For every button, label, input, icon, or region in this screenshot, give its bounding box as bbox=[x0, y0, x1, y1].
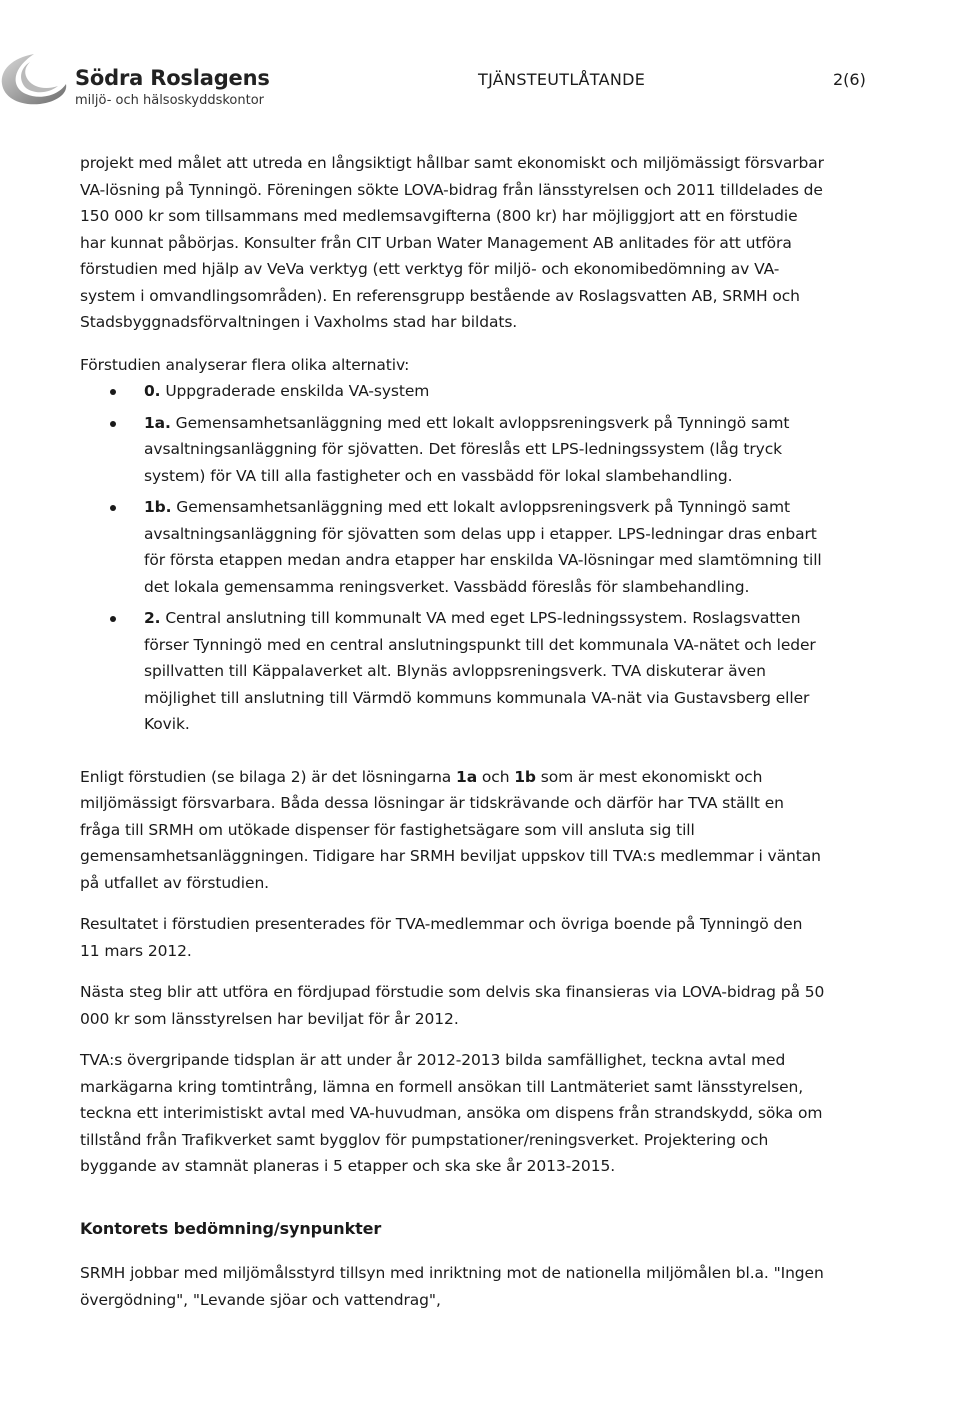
alternative-key: 0. bbox=[144, 382, 161, 400]
page-number: 2(6) bbox=[833, 70, 866, 89]
paragraph-conclusion bbox=[80, 764, 825, 897]
paragraph-assessment: SRMH jobbar med miljömålsstyrd tillsyn med inriktning mot de nationella miljömålen bl.a. "Ingen övergödning", "Levande sjöar och vattendrag", bbox=[80, 1264, 824, 1309]
alternative-key: 1a. bbox=[144, 413, 171, 432]
organization-name: Södra Roslagens bbox=[75, 66, 270, 90]
organization-logo bbox=[0, 52, 70, 108]
paragraph-timeline: TVA:s övergripande tidsplan är att under år 2012-2013 bilda samfällighet, teckna avtal med markägarna kring tomtintrång, lämna en formell ansökan till Lantmäteriet samt länsstyrelsen, teckna ett interimistiskt avtal med VA-huvudman, ansöka om dispens från strandskydd, söka om tillstånd från Trafikverket samt bygglov för pumpstationer/reningsverket. Projektering och byggande av stamnät planeras i 5 etapper och ska ske år 2013-2015. bbox=[80, 1051, 823, 1175]
document-body bbox=[80, 150, 825, 1328]
alternative-text: Uppgraderade enskilda VA-system bbox=[165, 382, 430, 400]
paragraph-next-step: Nästa steg blir att utföra en fördjupad förstudie som delvis ska finansieras via LOVA-bidrag på 50 000 kr som länsstyrelsen har beviljat för år 2012. bbox=[80, 983, 825, 1028]
list-item bbox=[80, 410, 825, 490]
organization-subtitle: miljö- och hälsoskyddskontor bbox=[75, 93, 264, 108]
alternative-text: Central anslutning till kommunalt VA med eget LPS-ledningssystem. Roslagsvatten förser Tynningö med en central anslutningspunkt till det kommunala VA-nätet och leder spillvatten till Käppalaverket alt. Blynäs avloppsreningsverk. TVA diskuterar även möjlighet till anslutning till Värmdö kommuns kommunala VA-nät via Gustavsberg eller Kovik. bbox=[144, 609, 816, 733]
list-item bbox=[80, 378, 825, 405]
alternative-key: 2. bbox=[144, 609, 161, 627]
alternatives-list bbox=[80, 378, 825, 738]
paragraph-project: projekt med målet att utreda en långsiktigt hållbar samt ekonomiskt och miljömässigt försvarbar VA-lösning på Tynningö. Föreningen sökte LOVA-bidrag från länsstyrelsen och 2011 tilldelades de 150 000 kr som tillsammans med medlemsavgifterna (800 kr) har möjliggjort att en förstudie har kunnat påbörjas. Konsulter från CIT Urban Water Management AB anlitades för att utföra förstudien med hjälp av VeVa verktyg (ett verktyg för miljö- och ekonomibedömning av VA-system i omvandlingsområden). En referensgrupp bestående av Roslagsvatten AB, SRMH och Stadsbyggnadsförvaltningen i Vaxholms stad har bildats. bbox=[80, 154, 824, 331]
alternatives-intro: Förstudien analyserar flera olika alternativ: bbox=[80, 355, 410, 374]
paragraph-results: Resultatet i förstudien presenterades för TVA-medlemmar och övriga boende på Tynningö den 11 mars 2012. bbox=[80, 915, 803, 960]
alternative-text: Gemensamhetsanläggning med ett lokalt avloppsreningsverk på Tynningö samt avsaltningsanläggning för sjövatten. Det föreslås ett LPS-ledningssystem (låg tryck system) för VA till alla fastigheter och en vassbädd för lokal slambehandling. bbox=[144, 413, 790, 485]
alternative-key: 1b. bbox=[144, 498, 172, 516]
solution-1a: 1a bbox=[456, 767, 478, 786]
conclusion-text-end: som är mest ekonomiskt och miljömässigt försvarbara. Båda dessa lösningar är tidskrävande och därför har TVA ställt en fråga till SRMH om utökade dispenser för fastighetsägare som vill ansluta sig till gemensamhetsanläggningen. Tidigare har SRMH beviljat uppskov till TVA:s medlemmar i väntan på utfallet av förstudien. bbox=[80, 767, 821, 892]
alternative-text: Gemensamhetsanläggning med ett lokalt avloppsreningsverk på Tynningö samt avsaltningsanläggning för sjövatten som delas upp i etapper. LPS-ledningar dras enbart för första etappen medan andra etapper har enskilda VA-lösningar med slamtömning till det lokala gemensamma reningsverket. Vassbädd föreslås för slambehandling. bbox=[144, 498, 822, 596]
list-item bbox=[80, 605, 825, 738]
section-heading: Kontorets bedömning/synpunkter bbox=[80, 1218, 382, 1238]
conclusion-text-start: Enligt förstudien (se bilaga 2) är det lösningarna bbox=[80, 767, 457, 786]
document-type: TJÄNSTEUTLÅTANDE bbox=[478, 70, 646, 89]
solution-1b: 1b bbox=[514, 767, 536, 786]
list-item bbox=[80, 494, 825, 600]
conclusion-text-mid: och bbox=[477, 767, 515, 786]
